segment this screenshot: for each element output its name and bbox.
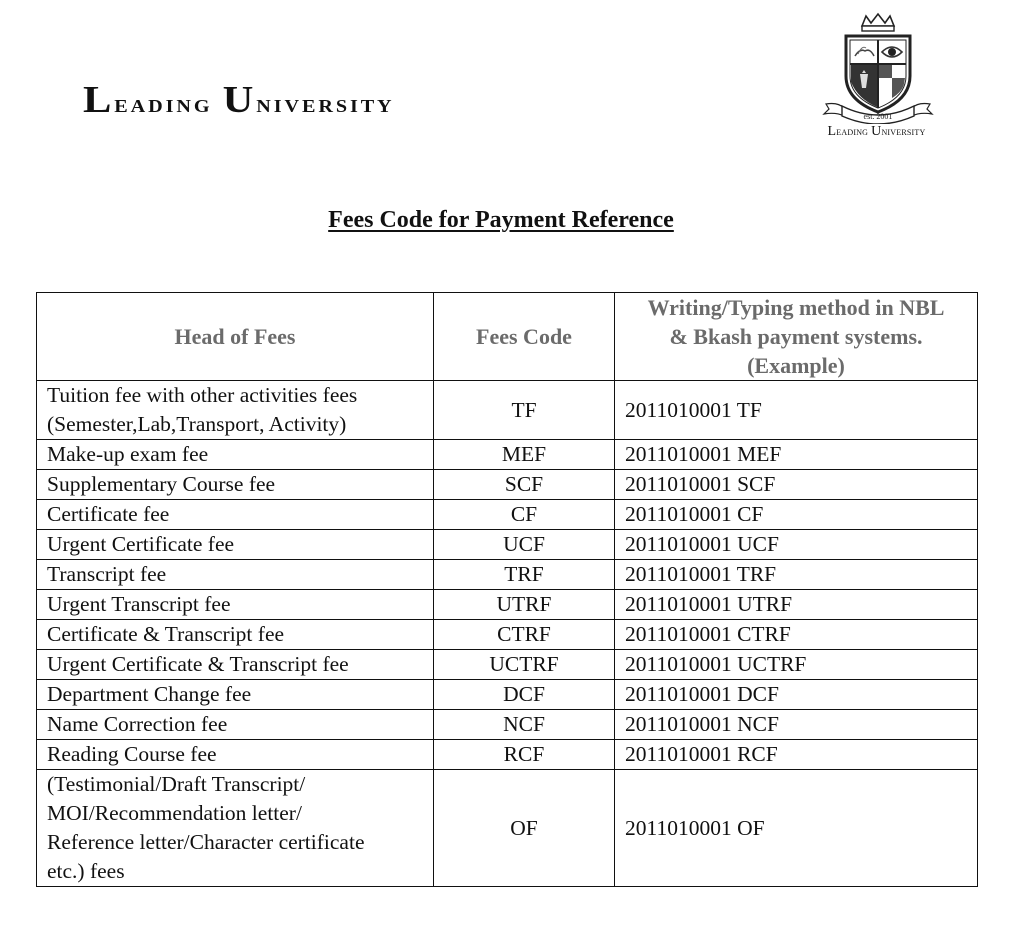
table-row: [37, 530, 978, 560]
fee-head-line: Department Change fee: [47, 682, 252, 706]
table-row: [37, 500, 978, 530]
university-name-initial-l: L: [83, 79, 115, 121]
table-row: [37, 590, 978, 620]
fee-head-cell: [37, 381, 434, 440]
fee-code-cell: TF: [434, 381, 615, 440]
payment-example-cell: 2011010001 UCF: [615, 530, 978, 560]
fee-head-line: Reading Course fee: [47, 742, 217, 766]
fee-head-line: etc.) fees: [47, 859, 125, 883]
fee-head-line: MOI/Recommendation letter/: [47, 801, 302, 825]
payment-example-cell: 2011010001 MEF: [615, 440, 978, 470]
university-crest-logo: [818, 12, 938, 142]
fee-head-line: Tuition fee with other activities fees: [47, 383, 358, 407]
fee-head-cell: [37, 500, 434, 530]
header-fees-code: Fees Code: [434, 293, 615, 381]
crest-caption-rest-2: niversity: [881, 126, 926, 138]
fee-head-line: Urgent Certificate fee: [47, 532, 235, 556]
fee-head-cell: [37, 770, 434, 887]
fees-code-table: [36, 292, 978, 887]
fee-head-line: Reference letter/Character certificate: [47, 830, 365, 854]
fee-head-cell: [37, 740, 434, 770]
fee-code-cell: UTRF: [434, 590, 615, 620]
table-row: [37, 440, 978, 470]
crest-caption-rest-1: eading: [836, 126, 869, 138]
header-payment-method-line1: Writing/Typing method in NBL: [647, 295, 945, 320]
fee-head-line: (Semester,Lab,Transport, Activity): [47, 412, 347, 436]
table-row: [37, 470, 978, 500]
fee-code-cell: DCF: [434, 680, 615, 710]
table-row: [37, 650, 978, 680]
header-payment-method-line3: (Example): [747, 353, 845, 378]
payment-example-cell: 2011010001 SCF: [615, 470, 978, 500]
crest-caption-initial-u: U: [871, 124, 882, 139]
fee-code-cell: UCF: [434, 530, 615, 560]
fee-code-cell: MEF: [434, 440, 615, 470]
table-row: [37, 770, 978, 887]
fee-head-line: Urgent Certificate & Transcript fee: [47, 652, 349, 676]
fee-head-cell: [37, 470, 434, 500]
payment-example-cell: 2011010001 UTRF: [615, 590, 978, 620]
fee-head-cell: [37, 680, 434, 710]
fee-head-cell: [37, 650, 434, 680]
payment-example-cell: 2011010001 TRF: [615, 560, 978, 590]
fee-head-cell: [37, 710, 434, 740]
table-row: [37, 620, 978, 650]
fee-head-line: Certificate & Transcript fee: [47, 622, 285, 646]
table-row: [37, 740, 978, 770]
university-name-rest-1: eading: [114, 89, 213, 118]
payment-example-cell: 2011010001 CTRF: [615, 620, 978, 650]
fee-head-line: Make-up exam fee: [47, 442, 209, 466]
university-name-rest-2: niversity: [256, 89, 395, 118]
fee-head-line: Certificate fee: [47, 502, 170, 526]
fee-head-cell: [37, 590, 434, 620]
fees-table-body: [37, 381, 978, 887]
fee-head-line: Transcript fee: [47, 562, 167, 586]
crest-caption-initial-l: L: [827, 124, 837, 139]
fee-head-line: (Testimonial/Draft Transcript/: [47, 772, 306, 796]
header-payment-method: [615, 293, 978, 381]
fee-code-cell: OF: [434, 770, 615, 887]
table-row: [37, 680, 978, 710]
fee-head-cell: [37, 560, 434, 590]
fee-code-cell: CF: [434, 500, 615, 530]
document-title: Fees Code for Payment Reference: [328, 207, 674, 233]
table-header-row: [37, 293, 978, 381]
fee-head-cell: [37, 530, 434, 560]
fee-code-cell: RCF: [434, 740, 615, 770]
fee-code-cell: SCF: [434, 470, 615, 500]
header-payment-method-line2: & Bkash payment systems.: [669, 324, 923, 349]
fee-head-line: Supplementary Course fee: [47, 472, 276, 496]
fee-code-cell: CTRF: [434, 620, 615, 650]
university-name-initial-u: U: [222, 79, 257, 121]
fee-code-cell: UCTRF: [434, 650, 615, 680]
crest-icon: [818, 12, 938, 124]
payment-example-cell: 2011010001 NCF: [615, 710, 978, 740]
header-head-of-fees: Head of Fees: [37, 293, 434, 381]
payment-example-cell: 2011010001 TF: [615, 381, 978, 440]
crest-caption: [809, 124, 944, 140]
university-name: [83, 78, 395, 122]
fee-head-cell: [37, 620, 434, 650]
payment-example-cell: 2011010001 DCF: [615, 680, 978, 710]
fee-head-line: Urgent Transcript fee: [47, 592, 231, 616]
payment-example-cell: 2011010001 RCF: [615, 740, 978, 770]
payment-example-cell: 2011010001 OF: [615, 770, 978, 887]
table-row: [37, 560, 978, 590]
fee-head-line: Name Correction fee: [47, 712, 228, 736]
payment-example-cell: 2011010001 UCTRF: [615, 650, 978, 680]
table-row: [37, 381, 978, 440]
fee-code-cell: TRF: [434, 560, 615, 590]
crest-est-text: est. 2001: [863, 112, 893, 121]
table-row: [37, 710, 978, 740]
fee-code-cell: NCF: [434, 710, 615, 740]
fee-head-cell: [37, 440, 434, 470]
payment-example-cell: 2011010001 CF: [615, 500, 978, 530]
